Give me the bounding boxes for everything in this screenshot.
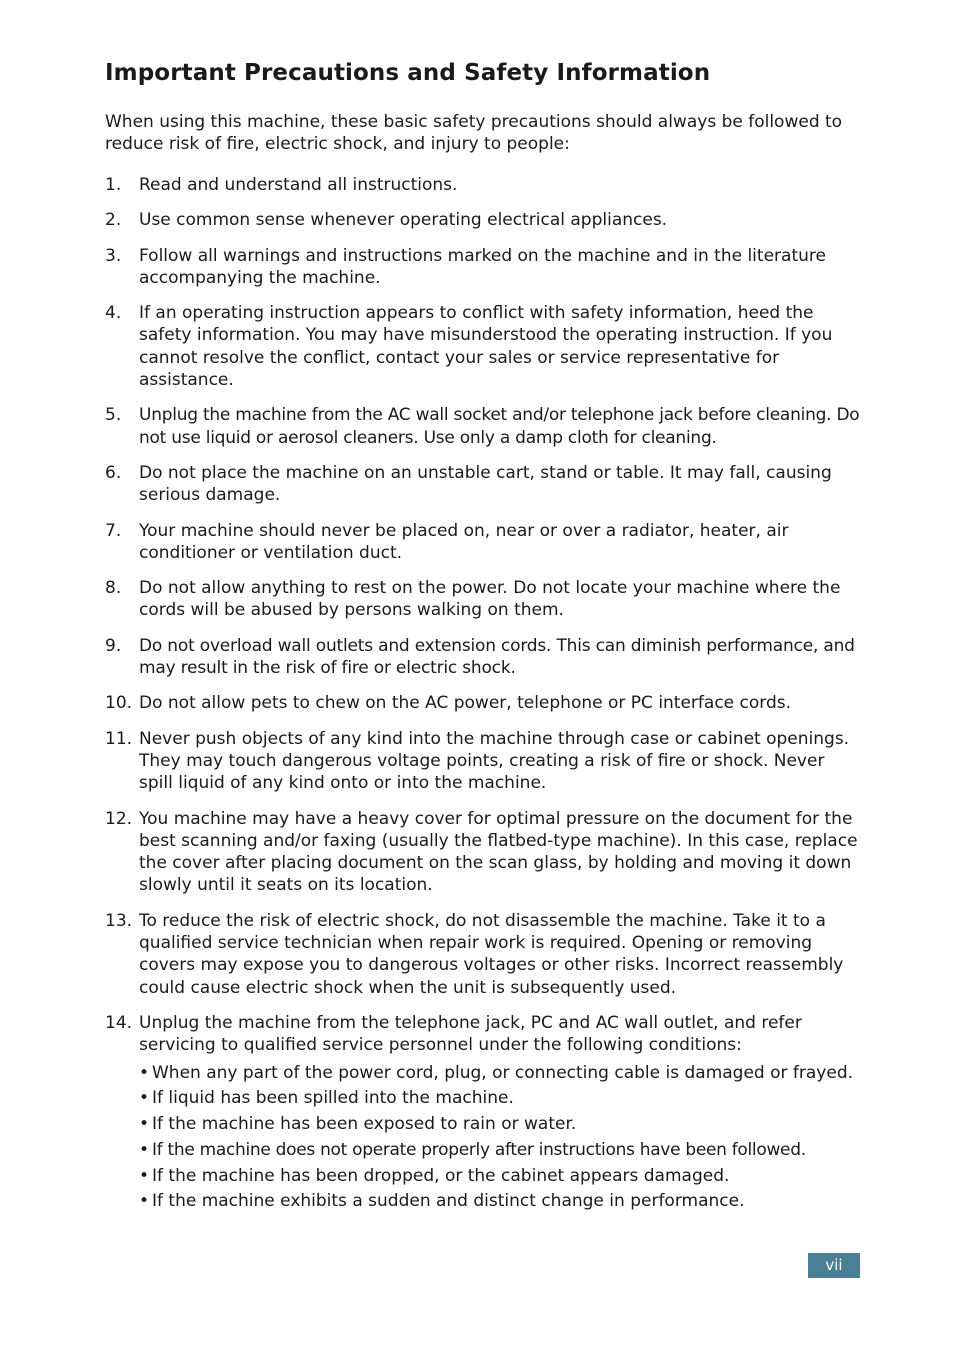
item-text: Unplug the machine from the telephone jack, PC and AC wall outlet, and refer servicing to qualified service personnel under the following conditions: — [139, 1012, 802, 1056]
item-number: 5. — [105, 405, 122, 426]
bullet-icon: • — [139, 1088, 150, 1109]
item-text: Never push objects of any kind into the machine through case or cabinet openings. They may touch dangerous voltage points, creating a risk of fire or shock. Never spill liquid of any kind onto or into the machine. — [139, 728, 850, 794]
item-number: 10. — [105, 693, 133, 714]
conditions-list — [139, 1062, 860, 1213]
item-text: Do not allow anything to rest on the power. Do not locate your machine where the cords will be abused by persons walking on them. — [139, 578, 841, 621]
condition-text: If the machine does not operate properly after instructions have been followed. — [152, 1139, 806, 1160]
list-item — [105, 577, 860, 622]
condition-item — [139, 1087, 860, 1109]
condition-text: When any part of the power cord, plug, or connecting cable is damaged or frayed. — [152, 1062, 854, 1083]
item-text: Read and understand all instructions. — [139, 175, 458, 195]
list-item — [105, 635, 860, 680]
list-item — [105, 404, 860, 449]
item-text: Unplug the machine from the AC wall socket and/or telephone jack before cleaning. Do not use liquid or aerosol cleaners. Use only a damp cloth for cleaning. — [139, 405, 860, 448]
item-text: If an operating instruction appears to conflict with safety information, heed the safety information. You may have misunderstood the operating instruction. If you cannot resolve the conflict, contact your sales or service representative for assistance. — [139, 303, 833, 391]
item-number: 12. — [105, 808, 133, 829]
item-number: 13. — [105, 910, 133, 931]
item-number: 2. — [105, 210, 122, 231]
bullet-icon: • — [139, 1139, 150, 1160]
page-number-badge: vii — [808, 1253, 860, 1278]
list-item — [105, 209, 860, 231]
item-number: 7. — [105, 520, 122, 541]
bullet-icon: • — [139, 1191, 150, 1212]
list-item — [105, 910, 860, 999]
bullet-icon: • — [139, 1114, 150, 1135]
intro-paragraph: When using this machine, these basic safety precautions should always be followed to reduce risk of fire, electric shock, and injury to people: — [105, 112, 843, 154]
condition-text: If liquid has been spilled into the machine. — [152, 1088, 514, 1109]
condition-text: If the machine has been exposed to rain or water. — [152, 1114, 577, 1135]
condition-item — [139, 1165, 860, 1187]
item-number: 14. — [105, 1012, 133, 1033]
condition-item — [139, 1113, 860, 1135]
item-number: 4. — [105, 303, 122, 324]
item-text: Do not overload wall outlets and extension cords. This can diminish performance, and may result in the risk of fire or electric shock. — [139, 635, 855, 679]
item-text: You machine may have a heavy cover for optimal pressure on the document for the best scanning and/or faxing (usually the flatbed-type machine). In this case, replace the cover after placing document on the scan glass, by holding and moving it down slowly until it seats on its location. — [139, 808, 858, 896]
condition-text: If the machine exhibits a sudden and distinct change in performance. — [152, 1191, 745, 1212]
list-item — [105, 1012, 860, 1213]
item-number: 3. — [105, 245, 122, 266]
item-number: 6. — [105, 462, 122, 483]
item-text: To reduce the risk of electric shock, do not disassemble the machine. Take it to a qualified service technician when repair work is required. Opening or removing covers may expose you to dangerous voltages or other risks. Incorrect reassembly could cause electric shock when the unit is subsequently used. — [139, 910, 844, 998]
item-text: Your machine should never be placed on, near or over a radiator, heater, air conditioner or ventilation duct. — [139, 520, 789, 563]
list-item — [105, 728, 860, 795]
item-text: Do not allow pets to chew on the AC power, telephone or PC interface cords. — [139, 693, 792, 714]
precautions-list — [105, 174, 860, 1226]
condition-item — [139, 1062, 860, 1084]
list-item — [105, 808, 860, 897]
bullet-icon: • — [139, 1062, 150, 1083]
bullet-icon: • — [139, 1165, 150, 1186]
list-item — [105, 174, 860, 196]
condition-text: If the machine has been dropped, or the cabinet appears damaged. — [152, 1165, 730, 1186]
item-number: 11. — [105, 728, 133, 749]
item-text: Do not place the machine on an unstable cart, stand or table. It may fall, causing serious damage. — [139, 462, 832, 506]
list-item — [105, 692, 860, 714]
item-text: Follow all warnings and instructions marked on the machine and in the literature accompanying the machine. — [139, 245, 826, 288]
page-title: Important Precautions and Safety Information — [105, 60, 711, 86]
list-item — [105, 462, 860, 507]
list-item — [105, 302, 860, 391]
list-item — [105, 245, 860, 290]
list-item — [105, 520, 860, 565]
item-number: 8. — [105, 578, 122, 599]
item-number: 1. — [105, 175, 122, 195]
condition-item — [139, 1190, 860, 1212]
item-text: Use common sense whenever operating electrical appliances. — [139, 210, 668, 231]
item-number: 9. — [105, 635, 122, 656]
condition-item — [139, 1139, 860, 1161]
